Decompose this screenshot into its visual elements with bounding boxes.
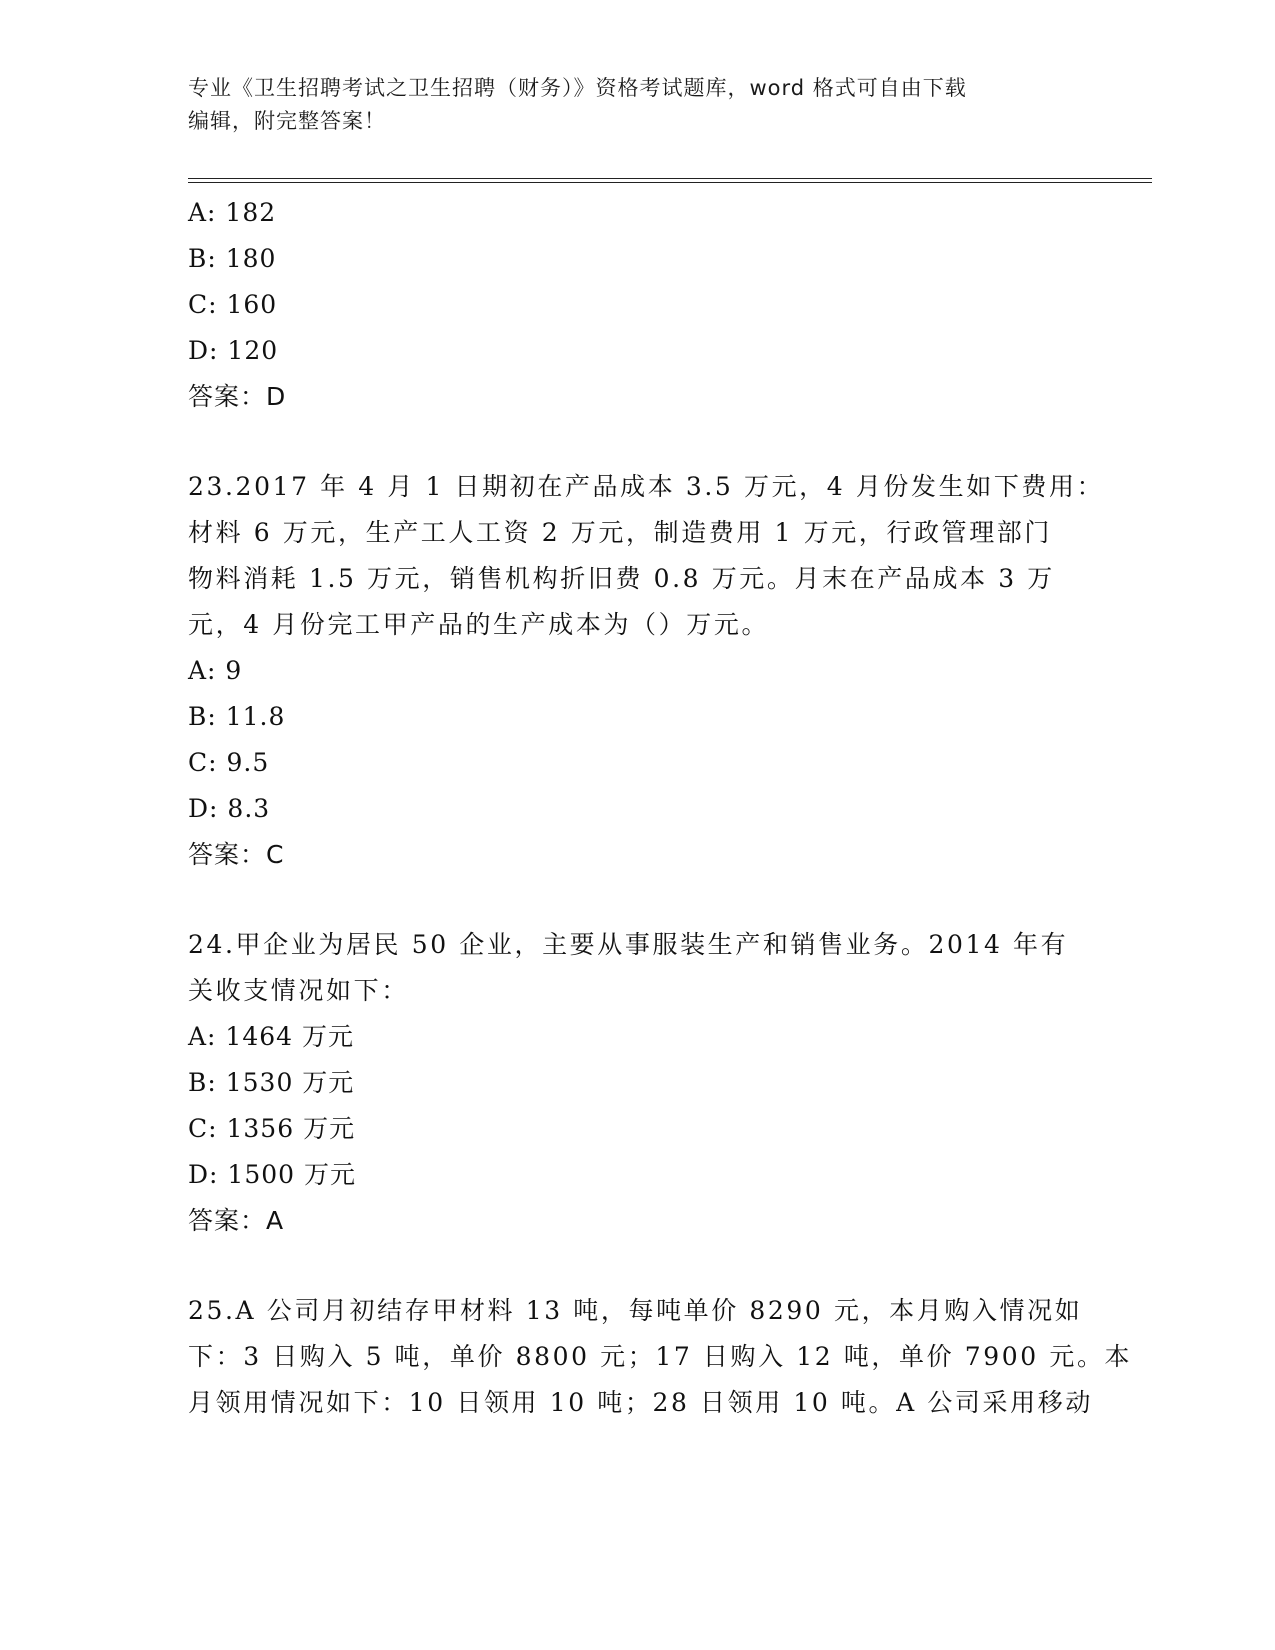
document-header	[188, 72, 1068, 138]
question-line: 月领用情况如下：10 日领用 10 吨；28 日领用 10 吨。A 公司采用移动	[188, 1388, 1093, 1417]
answer: 答案：A	[188, 1206, 285, 1235]
option-c: C: 160	[188, 290, 278, 319]
option-d: D: 8.3	[188, 794, 271, 823]
question-list	[188, 190, 1133, 1426]
question-23	[188, 464, 1105, 878]
header-divider-top	[188, 178, 1152, 179]
question-24	[188, 922, 1068, 1244]
question-text	[188, 464, 1105, 648]
question-line: 元，4 月份完工甲产品的生产成本为（）万元。	[188, 610, 770, 639]
option-b: B: 180	[188, 244, 277, 273]
header-line-1: 专业《卫生招聘考试之卫生招聘（财务）》资格考试题库，word 格式可自由下载	[188, 76, 967, 100]
option-a: A: 9	[188, 656, 243, 685]
option-b: B: 11.8	[188, 702, 286, 731]
option-c: C: 1356 万元	[188, 1114, 356, 1143]
question-25	[188, 1288, 1133, 1426]
question-line: 23.2017 年 4 月 1 日期初在产品成本 3.5 万元，4 月份发生如下费用：	[188, 472, 1105, 501]
question-line: 关收支情况如下：	[188, 976, 409, 1005]
option-b: B: 1530 万元	[188, 1068, 355, 1097]
option-d: D: 120	[188, 336, 279, 365]
question-text	[188, 1288, 1133, 1426]
answer: 答案：D	[188, 382, 287, 411]
question-line: 下：3 日购入 5 吨，单价 8800 元；17 日购入 12 吨，单价 7900 元。本	[188, 1342, 1133, 1371]
answer: 答案：C	[188, 840, 285, 869]
question-line: 25.A 公司月初结存甲材料 13 吨，每吨单价 8290 元，本月购入情况如	[188, 1296, 1083, 1325]
header-divider-bottom	[188, 182, 1152, 183]
option-c: C: 9.5	[188, 748, 270, 777]
question-line: 材料 6 万元，生产工人工资 2 万元，制造费用 1 万元，行政管理部门	[188, 518, 1053, 547]
question-line: 24.甲企业为居民 50 企业，主要从事服装生产和销售业务。2014 年有	[188, 930, 1069, 959]
option-a: A: 182	[188, 198, 277, 227]
question-text	[188, 922, 1068, 1014]
header-line-2: 编辑，附完整答案！	[188, 109, 386, 133]
option-a: A: 1464 万元	[188, 1022, 354, 1051]
question-line: 物料消耗 1.5 万元，销售机构折旧费 0.8 万元。月末在产品成本 3 万	[188, 564, 1055, 593]
question-22	[188, 190, 1068, 420]
option-d: D: 1500 万元	[188, 1160, 356, 1189]
